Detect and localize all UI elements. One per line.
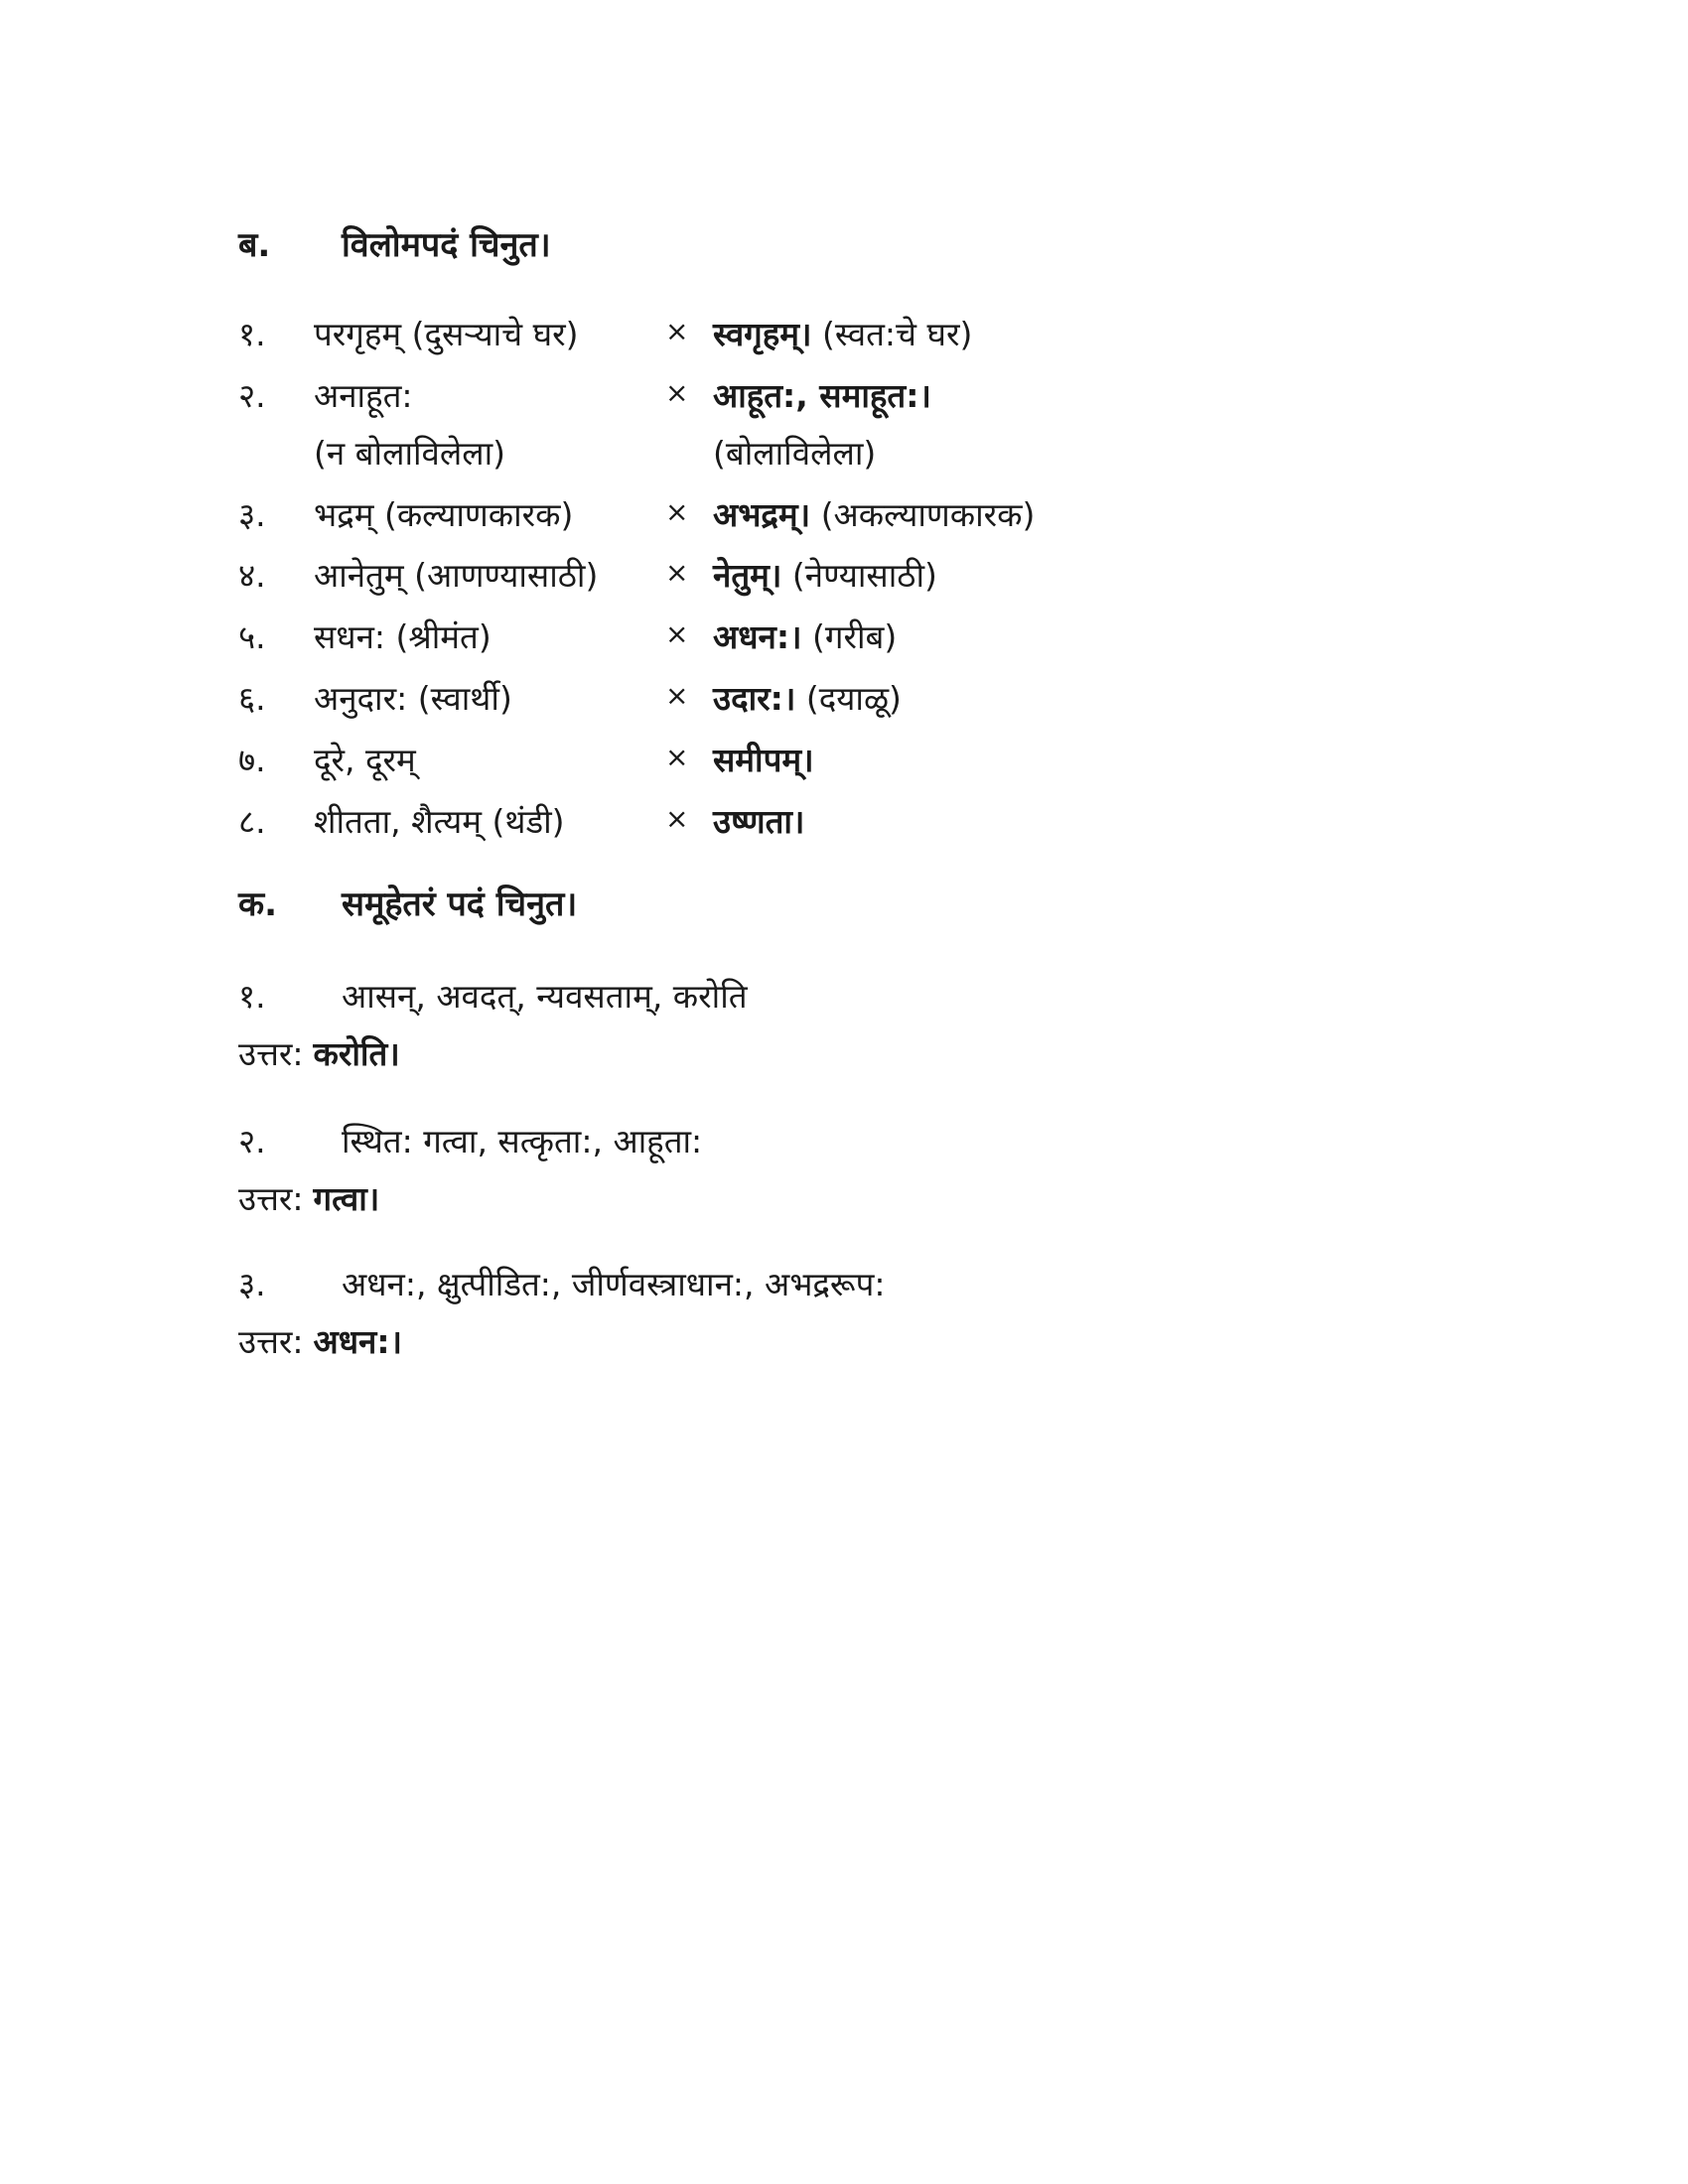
question-1 — [238, 973, 748, 1018]
item-word: अनुदार: (स्वार्थी) — [314, 679, 512, 718]
section-k-mark: क. — [238, 885, 278, 924]
answer-label: उत्तर: — [238, 1179, 304, 1218]
antonym-row-4 — [238, 552, 1231, 596]
question-2 — [238, 1118, 702, 1162]
antonym-row-6 — [238, 675, 1231, 719]
question-options: स्थित: गत्वा, सत्कृता:, आहूता: — [342, 1122, 703, 1160]
answer-1 — [238, 1030, 400, 1075]
word-note: (न बोलाविलेला) — [314, 434, 506, 473]
section-k-heading — [238, 880, 577, 925]
answer-2 — [238, 1175, 379, 1220]
item-word: अनाहूत: — [314, 376, 413, 415]
item-number: १. — [238, 315, 266, 353]
antonym-note: (बोलाविलेला) — [713, 434, 877, 473]
item-antonym — [713, 798, 804, 843]
answer-3 — [238, 1318, 402, 1363]
antonym-row-2-notes — [238, 430, 1231, 474]
times-symbol: × — [665, 556, 689, 589]
antonym-word: उष्णता। — [713, 802, 805, 841]
question-number: २. — [238, 1122, 266, 1160]
antonym-note: (नेण्यासाठी) — [791, 556, 937, 595]
item-number: ४. — [238, 556, 266, 595]
times-symbol: × — [665, 315, 689, 347]
antonym-note: (स्वत:चे घर) — [822, 315, 973, 353]
item-number: ३. — [238, 495, 266, 534]
item-number: ५. — [238, 617, 266, 656]
answer-word: गत्वा। — [313, 1179, 380, 1218]
item-word: आनेतुम् (आणण्यासाठी) — [314, 556, 599, 595]
item-number: ७. — [238, 741, 266, 779]
item-word: शीतता, शैत्यम् (थंडी) — [314, 802, 565, 841]
item-number: ६. — [238, 679, 266, 718]
answer-label: उत्तर: — [238, 1034, 304, 1073]
item-antonym — [713, 311, 972, 355]
question-options: आसन्, अवदत्, न्यवसताम्, करोति — [342, 977, 748, 1016]
antonym-row-1 — [238, 311, 1231, 354]
times-symbol: × — [665, 617, 689, 650]
question-3 — [238, 1261, 885, 1305]
item-number: ८. — [238, 802, 266, 841]
answer-word: करोति। — [313, 1034, 400, 1073]
times-symbol: × — [665, 376, 689, 409]
question-number: १. — [238, 977, 266, 1016]
item-word: परगृहम् (दुसऱ्याचे घर) — [314, 315, 579, 353]
section-b-heading — [238, 220, 551, 266]
section-b-mark: ब. — [238, 225, 271, 265]
item-antonym — [713, 372, 931, 417]
antonym-word: आहूत:, समाहूत:। — [713, 376, 931, 415]
question-options: अधन:, क्षुत्पीडित:, जीर्णवस्त्राधान:, अभद्ररूप: — [342, 1265, 886, 1303]
item-number: २. — [238, 376, 266, 415]
antonym-row-7 — [238, 737, 1231, 780]
question-number: ३. — [238, 1265, 266, 1303]
antonym-word: स्वगृहम्। — [713, 315, 812, 353]
item-antonym — [713, 552, 937, 597]
antonym-row-8 — [238, 798, 1231, 842]
item-antonym — [713, 675, 902, 720]
antonym-word: नेतुम्। — [713, 556, 782, 595]
answer-label: उत्तर: — [238, 1322, 304, 1361]
answer-word: अधन:। — [313, 1322, 403, 1361]
item-word: सधन: (श्रीमंत) — [314, 617, 492, 656]
times-symbol: × — [665, 679, 689, 712]
times-symbol: × — [665, 741, 689, 773]
item-word: दूरे, दूरम् — [314, 741, 416, 779]
antonym-row-2 — [238, 372, 1231, 416]
antonym-word: उदार:। — [713, 679, 796, 718]
antonym-word: अभद्रम्। — [713, 495, 811, 534]
section-k-title: समूहेतरं पदं चिनुत। — [342, 885, 578, 924]
item-antonym — [713, 737, 814, 781]
section-b-title: विलोमपदं चिनुत। — [342, 225, 551, 265]
antonym-row-3 — [238, 491, 1231, 535]
times-symbol: × — [665, 495, 689, 528]
antonym-word: अधन:। — [713, 617, 802, 656]
item-word: भद्रम् (कल्याणकारक) — [314, 495, 574, 534]
item-antonym — [713, 614, 897, 658]
times-symbol: × — [665, 802, 689, 835]
item-antonym — [713, 491, 1035, 536]
antonym-row-5 — [238, 614, 1231, 657]
antonym-note: (अकल्याणकारक) — [820, 495, 1036, 534]
antonym-note: (गरीब) — [812, 617, 898, 656]
antonym-word: समीपम्। — [713, 741, 814, 779]
antonym-note: (दयाळू) — [805, 679, 902, 718]
